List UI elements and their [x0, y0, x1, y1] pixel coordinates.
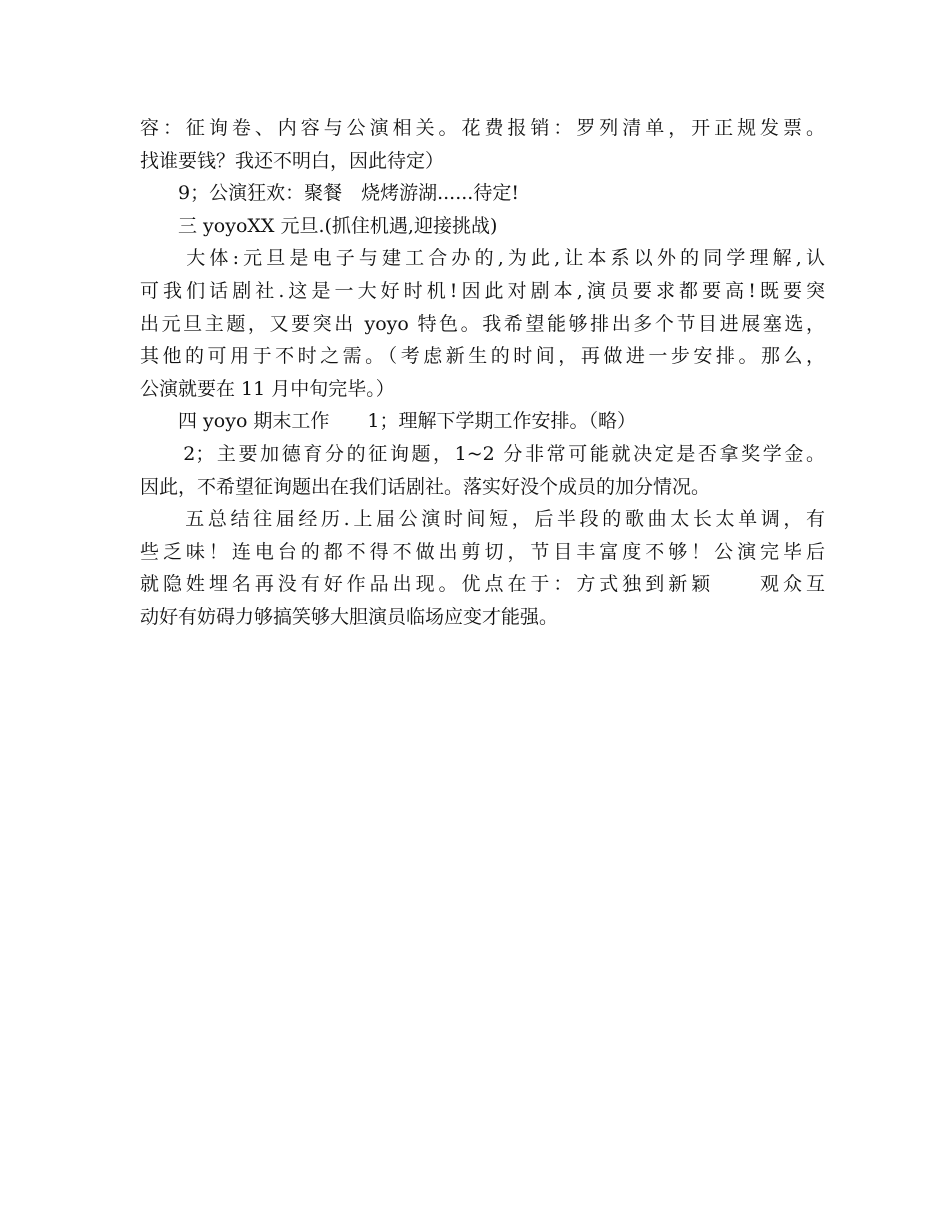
text-line: 找谁要钱？我还不明白，因此待定）: [140, 149, 445, 172]
text-line: 可我们话剧社.这是一大好时机!因此对剧本,演员要求都要高!既要突: [140, 279, 825, 302]
text-line: 动好有妨碍力够搞笑够大胆演员临场应变才能强。: [140, 605, 559, 628]
text-line: 2；主要加德育分的征询题，1~2 分非常可能就决定是否拿奖学金。: [140, 442, 825, 465]
document-body: [140, 112, 825, 634]
text-line: 三 yoyoXX 元旦.(抓住机遇,迎接挑战): [140, 214, 498, 237]
text-line: 大体:元旦是电子与建工合办的,为此,让本系以外的同学理解,认: [140, 247, 825, 270]
text-line: 公演就要在 11 月中旬完毕。）: [140, 377, 395, 400]
text-line: 容：征询卷、内容与公演相关。花费报销：罗列清单，开正规发票。: [140, 117, 825, 139]
text-line: 就隐姓埋名再没有好作品出现。优点在于：方式独到新颖 观众互: [140, 573, 825, 596]
text-line: 9；公演狂欢：聚餐 烧烤游湖......待定!: [140, 182, 519, 205]
text-line: 四 yoyo 期末工作 1；理解下学期工作安排。（略）: [140, 410, 637, 433]
text-line: 五总结往届经历.上届公演时间短，后半段的歌曲太长太单调，有: [140, 508, 825, 531]
text-line: 出元旦主题，又要突出 yoyo 特色。我希望能够排出多个节目进展塞选，: [140, 312, 825, 335]
text-line: 因此，不希望征询题出在我们话剧社。落实好没个成员的加分情况。: [140, 475, 711, 498]
text-line: 其他的可用于不时之需。（考虑新生的时间，再做进一步安排。那么，: [140, 345, 825, 368]
text-line: 些乏味！连电台的都不得不做出剪切，节目丰富度不够！公演完毕后: [140, 540, 825, 563]
